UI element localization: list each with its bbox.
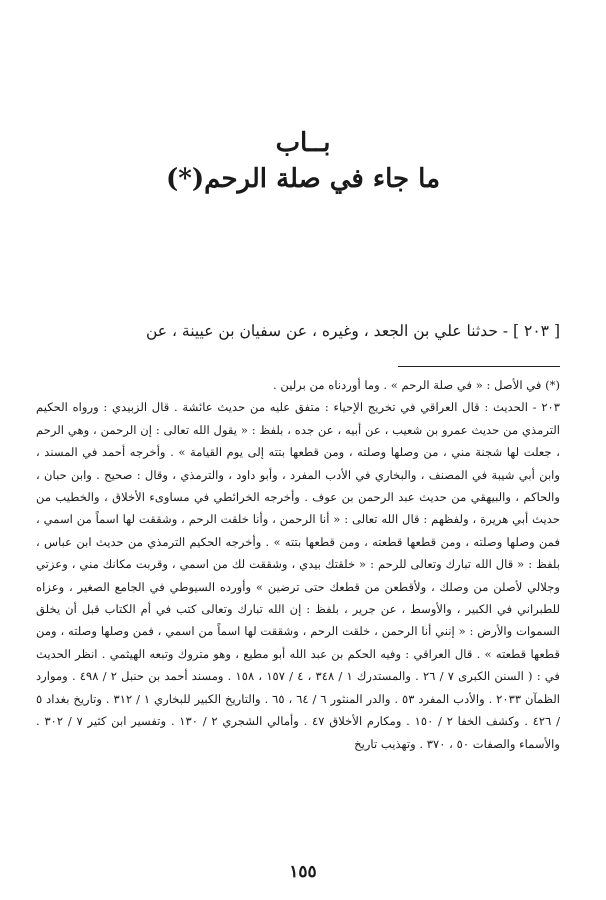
footnote-divider [398, 366, 560, 367]
footnote-hadith-203: ٢٠٣ - الحديث : قال العراقي في تخريج الإحياء : متفق عليه من حديث عائشة . قال الزبيدي : ورواه الحكيم الترمذي من حديث عمرو بن شعيب ، عن أبيه ، عن جده ، بلفظ : « يقول الله تعالى : إن الرحمن ، وهي الرحم ، جعلت لها شجنة مني ، من وصلها وصلته ، ومن قطعها بتته إلى يوم القيامة » . وأخرجه أحمد في المسند ، وابن أبي شيبة في المصنف ، والبخاري في الأدب المفرد ، وأبو داود ، والترمذي ، وقال : صحيح . وابن حبان ، والحاكم ، والبيهقي من حديث عبد الرحمن بن عوف . وأخرجه الخرائطي في مساوىء الأخلاق ، والخطيب من حديث أبي هريرة ، ولفظهم : قال الله تعالى : « أنا الرحمن ، وأنا خلقت الرحم ، وشققت لها اسماً من اسمي ، فمن وصلها وصلته ، ومن قطعها قطعته ، ومن قطعها بتته » . وأخرجه الحكيم الترمذي من حديث ابن عباس ، بلفظ : « قال الله تبارك وتعالى للرحم : « خلقتك بيدي ، وشققت لك من اسمي ، وقربت مكانك مني ، وعزتي وجلالي لأصلن من وصلك ، ولأقطعن من قطعك حتى ترضين » وأورده السيوطي في الجامع الصغير ، وعزاه للطبراني في الكبير ، والأوسط ، عن جرير ، بلفظ : إن الله تبارك وتعالى كتب في أم الكتاب قبل أن يخلق السموات والأرض : « إنني أنا الرحمن ، خلقت الرحم ، وشققت لها اسماً من اسمي ، فمن وصلها وصلته ، ومن قطعها قطعته » . قال العراقي : وفيه الحكم بن عبد الله أبو مطيع ، وهو متروك وتبعه الهيثمي . انظر الحديث في : ( السنن الكبرى ٧ / ٢٦ . والمستدرك ١ / ٣٤٨ ، ٤ / ١٥٧ ، ١٥٨ . ومسند أحمد بن حنبل ٢ / ٤٩٨ . وموارد الظمآن ٢٠٣٣ . والأدب المفرد ٥٣ . والدر المنثور ٦ / ٦٤ ، ٦٥ . والتاريخ الكبير للبخاري ١ / ٣١٢ . وتاريخ بغداد ٥ / ٤٢٦ . وكشف الخفا ٢ / ١٥٠ . ومكارم الأخلاق ٤٧ . وأمالي الشجري ٢ / ١٣٠ . وتفسير ابن كثير ٧ / ٣٠٢ . والأسماء والصفات ٥٠ ، ٣٧٠ . وتهذيب تاريخ [36, 400, 560, 751]
page-number: ١٥٥ [289, 862, 317, 882]
footnotes [36, 374, 560, 864]
hadith-text: [ ٢٠٣ ] - حدثنا علي بن الجعد ، وغيره ، عن سفيان بن عيينة ، عن [145, 322, 560, 340]
chapter-title: ما جاء في صلة الرحم(*) [165, 164, 441, 194]
footnote-star: (*) في الأصل : « في صلة الرحم » . وما أوردناه من برلين . [273, 378, 560, 392]
chapter-label: بــاب [275, 128, 331, 158]
